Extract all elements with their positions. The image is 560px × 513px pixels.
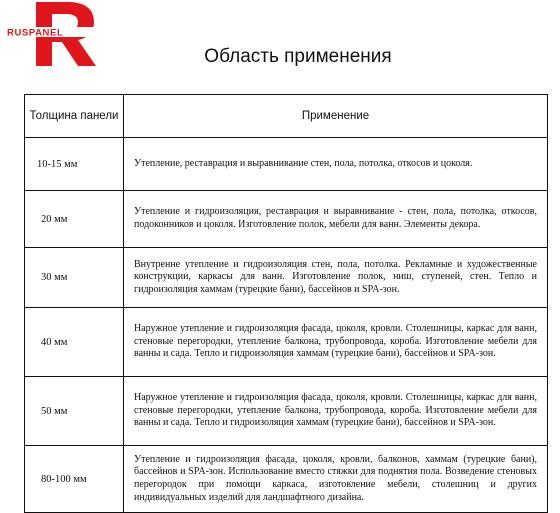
table-row — [25, 248, 548, 308]
thickness-cell: 80-100 мм — [25, 446, 124, 513]
thickness-cell: 40 мм — [25, 308, 124, 377]
application-cell: Наружное утепление и гидроизоляция фасада, цоколя, кровли. Столешницы, каркас для ванн, стеновые перегородки, утепление балкона, трубопровода, короба. Изготовление мебели для ванны и сада. Тепло и гидроизоляция хаммам (турецкие бани), бассейнов и SPA-зон. — [124, 377, 548, 446]
application-cell: Внутренне утепление и гидроизоляция стен, пола, потолка. Рекламные и художественные конструкции, каркасы для ванн. Изготовление полок, ниш, ступеней, стен. Тепло и гидроизоляция хаммам (турецкие бани), бассейнов и SPA-зон. — [124, 248, 548, 308]
table-row — [25, 191, 548, 248]
page-title: Область применения — [204, 46, 392, 67]
logo-brand-text: RUSPANEL — [7, 27, 64, 39]
application-cell: Утепление и гидроизоляция, реставрация и выравнивание - стен, пола, потолка, откосов, подоконников и цоколя. Изготовление полок, мебели для ванн. Элементы декора. — [124, 191, 548, 248]
header-thickness: Толщина панели — [25, 95, 124, 138]
application-cell: Утепление и гидроизоляция фасада, цоколя, кровли, балконов, хаммам (турецкие бани), бассейнов и SPA-зон. Использование вместо стяжки для поднятия пола. Возведение стеновых перегородок при помощи каркаса, изготовление мебели, столешниц и других индивидуальных изделий для ландшафтного дизайна. — [124, 446, 548, 513]
application-cell: Утепление, реставрация и выравнивание стен, пола, потолка, откосов и цоколя. — [124, 138, 548, 191]
table-row — [25, 377, 548, 446]
thickness-cell: 10-15 мм — [25, 138, 124, 191]
application-cell: Наружное утепление и гидроизоляция фасада, цоколя, кровли. Столешницы, каркас для ванн, стеновые перегородки, утепление балкона, трубопровода, короба. Изготовление мебели для ванны и сада. Тепло и гидроизоляция хаммам (турецкие бани), бассейнов и SPA-зон. — [124, 308, 548, 377]
application-table — [24, 94, 548, 513]
header-application: Применение — [124, 95, 548, 138]
table-header-row — [25, 95, 548, 138]
table-row — [25, 446, 548, 513]
thickness-cell: 20 мм — [25, 191, 124, 248]
table-row — [25, 308, 548, 377]
table-row — [25, 138, 548, 191]
thickness-cell: 30 мм — [25, 248, 124, 308]
thickness-cell: 50 мм — [25, 377, 124, 446]
